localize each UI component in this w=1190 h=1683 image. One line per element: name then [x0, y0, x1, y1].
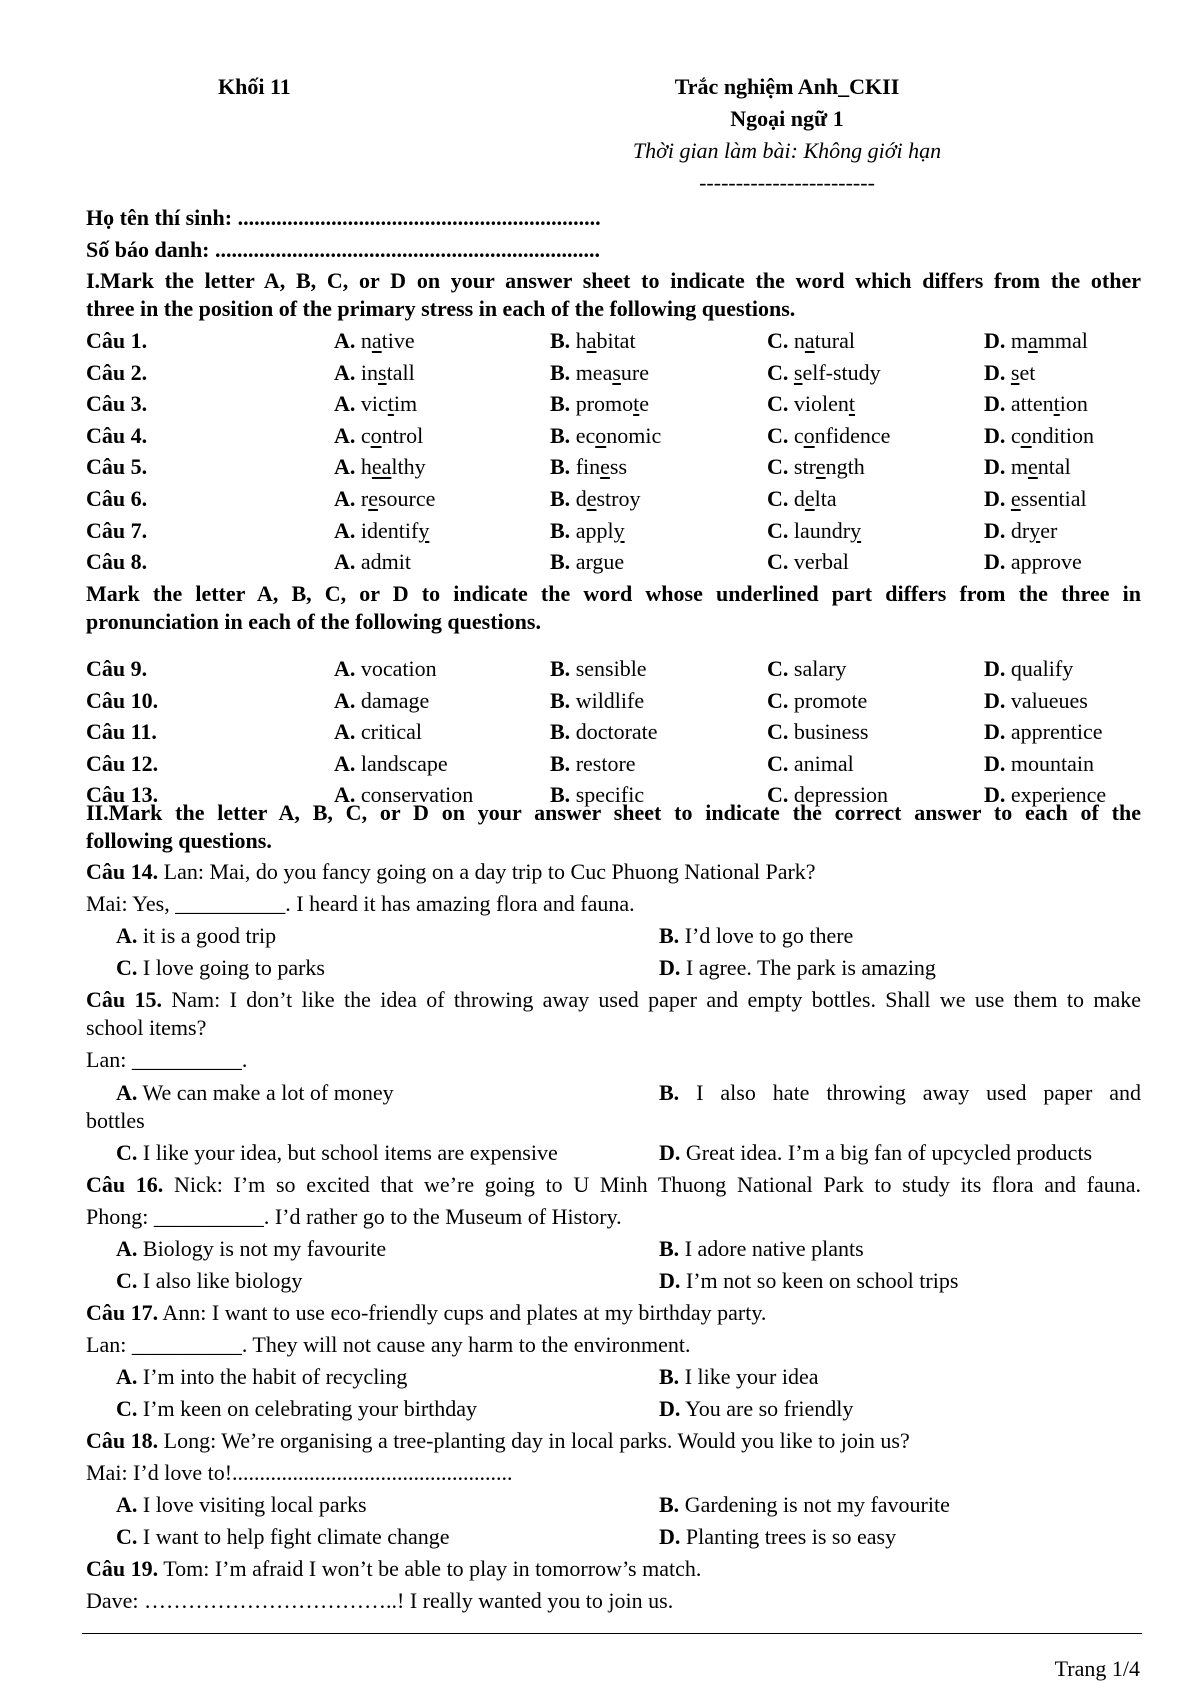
- option-a[interactable]: A. I’m into the habit of recycling: [116, 1364, 408, 1389]
- option-d[interactable]: D. I agree. The park is amazing: [659, 955, 936, 980]
- question-14: [86, 857, 1141, 887]
- option-word: critical: [360, 719, 422, 744]
- option-c[interactable]: C. I want to help fight climate change: [116, 1524, 450, 1549]
- option-d[interactable]: D. condition: [984, 423, 1094, 448]
- question-number: Câu 16.: [86, 1172, 164, 1197]
- option-word: apply: [575, 518, 625, 543]
- question-number: Câu 18.: [86, 1428, 159, 1453]
- underlined-part: s: [612, 360, 621, 385]
- question-number: Câu 10.: [86, 688, 159, 713]
- underlined-part: o: [1020, 423, 1032, 448]
- option-d[interactable]: D. qualify: [984, 656, 1074, 681]
- option-c[interactable]: C. verbal: [767, 549, 849, 574]
- question-number: Câu 9.: [86, 656, 148, 681]
- question-number: Câu 15.: [86, 987, 162, 1012]
- question-17-line2: Lan: __________. They will not cause any harm to the environment.: [86, 1332, 691, 1357]
- option-d[interactable]: D. apprentice: [984, 719, 1103, 744]
- option-word: natural: [793, 328, 855, 353]
- option-word: promote: [575, 391, 650, 416]
- option-a[interactable]: A. We can make a lot of money: [116, 1080, 394, 1105]
- option-c[interactable]: C. I also like biology: [116, 1268, 303, 1293]
- option-word: mental: [1010, 454, 1071, 479]
- option-d[interactable]: D. set: [984, 360, 1036, 385]
- question-18: [86, 1426, 1141, 1456]
- option-a[interactable]: A. healthy: [334, 454, 426, 479]
- question-16-line2: Phong: __________. I’d rather go to the Museum of History.: [86, 1204, 622, 1229]
- option-c[interactable]: C. business: [767, 719, 869, 744]
- option-d[interactable]: D. mental: [984, 454, 1071, 479]
- option-word: control: [360, 423, 424, 448]
- option-d[interactable]: D. approve: [984, 549, 1082, 574]
- option-d[interactable]: D. attention: [984, 391, 1088, 416]
- question-text: Nam: I don’t like the idea of throwing away used paper and empty bottles. Shall we use them to make: [161, 987, 1142, 1012]
- option-word: business: [793, 719, 869, 744]
- question-15: [86, 985, 1141, 1015]
- option-b[interactable]: B. apply: [550, 518, 625, 543]
- option-a[interactable]: A. install: [334, 360, 415, 385]
- option-d[interactable]: D. You are so friendly: [659, 1396, 854, 1421]
- underlined-part: t: [1053, 391, 1060, 416]
- question-number: Câu 3.: [86, 391, 148, 416]
- option-word: landscape: [360, 751, 448, 776]
- question-18-line2: Mai: I’d love to!...................................................: [86, 1460, 513, 1485]
- underlined-part: a: [804, 328, 815, 353]
- underlined-part: e: [1010, 486, 1021, 511]
- option-word: healthy: [360, 454, 426, 479]
- option-word: condition: [1010, 423, 1094, 448]
- option-b[interactable]: B. destroy: [550, 486, 641, 511]
- underlined-part: ea: [371, 454, 392, 479]
- option-b[interactable]: B. economic: [550, 423, 662, 448]
- option-word: dryer: [1010, 518, 1058, 543]
- option-d[interactable]: D. valueues: [984, 688, 1088, 713]
- option-word: valueues: [1010, 688, 1088, 713]
- section1b-instruction-line1: Mark the letter A, B, C, or D to indicate the word whose underlined part differs from the three in: [86, 581, 1141, 606]
- option-b[interactable]: B. doctorate: [550, 719, 658, 744]
- option-a[interactable]: A. control: [334, 423, 424, 448]
- option-word: admit: [360, 549, 411, 574]
- option-word: damage: [360, 688, 430, 713]
- section1b-instruction-line2: pronunciation in each of the following questions.: [86, 609, 541, 634]
- option-b[interactable]: B. measure: [550, 360, 649, 385]
- underlined-part: y: [850, 518, 862, 543]
- option-word: strength: [793, 454, 865, 479]
- question-19-line2: Dave: ……………………………..! I really wanted you to join us.: [86, 1588, 674, 1613]
- option-d[interactable]: D. mountain: [984, 751, 1094, 776]
- option-a[interactable]: A. admit: [334, 549, 411, 574]
- underlined-part: y: [613, 518, 625, 543]
- underlined-part: t: [848, 391, 856, 416]
- option-word: conservation: [360, 782, 474, 807]
- option-b[interactable]: B. argue: [550, 549, 625, 574]
- option-a[interactable]: A. resource: [334, 486, 436, 511]
- underlined-part: e: [586, 486, 597, 511]
- option-a[interactable]: A. conservation: [334, 782, 474, 807]
- underlined-part: e: [600, 454, 610, 479]
- option-word: economic: [575, 423, 662, 448]
- underlined-part: o: [370, 423, 382, 448]
- option-word: argue: [575, 549, 625, 574]
- option-word: native: [360, 328, 415, 353]
- section2-instruction-line2: following questions.: [86, 828, 272, 853]
- underlined-part: s: [378, 360, 387, 385]
- underlined-part: o: [595, 423, 607, 448]
- question-number: Câu 6.: [86, 486, 148, 511]
- question-15-option-b-continued: bottles: [86, 1108, 145, 1133]
- underlined-part: e: [1028, 454, 1038, 479]
- option-c[interactable]: C. self-study: [767, 360, 881, 385]
- option-word: finess: [575, 454, 628, 479]
- option-b[interactable]: B. restore: [550, 751, 636, 776]
- underlined-part: t: [387, 391, 394, 416]
- footer-divider: [82, 1633, 1142, 1634]
- section1-instruction-line1: I.Mark the letter A, B, C, or D on your answer sheet to indicate the word which differs from the other: [86, 268, 1141, 293]
- question-number: Câu 8.: [86, 549, 148, 574]
- question-number: Câu 1.: [86, 328, 148, 353]
- option-word: confidence: [793, 423, 891, 448]
- option-c[interactable]: C. natural: [767, 328, 855, 353]
- option-word: experience: [1010, 782, 1107, 807]
- underlined-part: a: [586, 328, 597, 353]
- option-b[interactable]: B. promote: [550, 391, 650, 416]
- underlined-part: e: [815, 454, 826, 479]
- question-number: Câu 17.: [86, 1300, 159, 1325]
- option-a[interactable]: A. it is a good trip: [116, 923, 277, 948]
- header-divider: ------------------------: [699, 170, 875, 195]
- option-b[interactable]: B. I’d love to go there: [659, 923, 854, 948]
- underlined-part: y: [1029, 518, 1041, 543]
- option-b[interactable]: B. wildlife: [550, 688, 645, 713]
- question-text: Long: We’re organising a tree-planting day in local parks. Would you like to join us?: [158, 1428, 910, 1453]
- question-number: Câu 2.: [86, 360, 148, 385]
- underlined-part: a: [1028, 328, 1038, 353]
- student-id-field: Số báo danh: ......................................................................: [86, 237, 601, 262]
- subject-label: Ngoại ngữ 1: [730, 106, 844, 131]
- question-15-line3: Lan: __________.: [86, 1047, 248, 1072]
- question-number: Câu 19.: [86, 1556, 159, 1581]
- option-word: habitat: [575, 328, 636, 353]
- option-a[interactable]: A. victim: [334, 391, 418, 416]
- option-a[interactable]: A. critical: [334, 719, 422, 744]
- underlined-part: t: [633, 391, 640, 416]
- question-16: [86, 1170, 1141, 1200]
- option-word: approve: [1010, 549, 1082, 574]
- option-a[interactable]: A. Biology is not my favourite: [116, 1236, 387, 1261]
- option-word: wildlife: [575, 688, 645, 713]
- underlined-part: a: [371, 328, 382, 353]
- option-c[interactable]: C. confidence: [767, 423, 891, 448]
- time-limit: Thời gian làm bài: Không giới hạn: [632, 138, 942, 163]
- option-word: animal: [793, 751, 854, 776]
- option-word: laundry: [793, 518, 862, 543]
- underlined-part: y: [418, 518, 430, 543]
- option-c[interactable]: C. violent: [767, 391, 856, 416]
- question-text: Tom: I’m afraid I won’t be able to play in tomorrow’s match.: [158, 1556, 702, 1581]
- option-word: depression: [793, 782, 888, 807]
- option-word: attention: [1010, 391, 1088, 416]
- question-number: Câu 11.: [86, 719, 157, 744]
- question-14-line2: Mai: Yes, __________. I heard it has amazing flora and fauna.: [86, 891, 635, 916]
- option-c[interactable]: C. I like your idea, but school items are expensive: [116, 1140, 558, 1165]
- option-b[interactable]: B. Gardening is not my favourite: [659, 1492, 950, 1517]
- option-word: apprentice: [1010, 719, 1103, 744]
- option-b[interactable]: B. I adore native plants: [659, 1236, 864, 1261]
- option-d[interactable]: D. essential: [984, 486, 1087, 511]
- option-word: mammal: [1010, 328, 1088, 353]
- option-word: vocation: [360, 656, 437, 681]
- option-c[interactable]: C. I love going to parks: [116, 955, 325, 980]
- option-c[interactable]: C. depression: [767, 782, 888, 807]
- option-d[interactable]: D. mammal: [984, 328, 1088, 353]
- option-word: measure: [575, 360, 649, 385]
- underlined-part: s: [793, 360, 803, 385]
- option-b[interactable]: B. finess: [550, 454, 628, 479]
- option-c[interactable]: C. promote: [767, 688, 868, 713]
- option-c[interactable]: C. I’m keen on celebrating your birthday: [116, 1396, 478, 1421]
- option-b[interactable]: B. habitat: [550, 328, 636, 353]
- question-text: Nick: I’m so excited that we’re going to U Minh Thuong National Park to study its flora and fauna.: [163, 1172, 1141, 1197]
- option-b[interactable]: B. sensible: [550, 656, 647, 681]
- option-word: sensible: [575, 656, 647, 681]
- option-c[interactable]: C. salary: [767, 656, 847, 681]
- grade-label: Khối 11: [218, 74, 291, 99]
- option-word: set: [1010, 360, 1036, 385]
- option-c[interactable]: C. strength: [767, 454, 865, 479]
- option-c[interactable]: C. delta: [767, 486, 837, 511]
- underlined-part: o: [803, 423, 815, 448]
- option-a[interactable]: A. I love visiting local parks: [116, 1492, 367, 1517]
- option-word: self-study: [793, 360, 881, 385]
- option-c[interactable]: C. laundry: [767, 518, 862, 543]
- question-text: Ann: I want to use eco-friendly cups and plates at my birthday party.: [158, 1300, 767, 1325]
- option-word: install: [360, 360, 415, 385]
- option-word: specific: [575, 782, 645, 807]
- option-a[interactable]: A. identify: [334, 518, 430, 543]
- option-a[interactable]: A. native: [334, 328, 415, 353]
- section2-instruction-line1: II.Mark the letter A, B, C, or D on your answer sheet to indicate the correct answer to each of the: [86, 800, 1141, 825]
- student-name-field: Họ tên thí sinh: ..................................................................: [86, 205, 601, 230]
- option-d[interactable]: D. I’m not so keen on school trips: [659, 1268, 959, 1293]
- option-word: verbal: [793, 549, 849, 574]
- question-number: Câu 5.: [86, 454, 148, 479]
- option-b[interactable]: B. I like your idea: [659, 1364, 819, 1389]
- page-number: Trang 1/4: [1054, 1656, 1140, 1681]
- option-word: promote: [793, 688, 868, 713]
- option-d[interactable]: D. Planting trees is so easy: [659, 1524, 897, 1549]
- option-word: victim: [360, 391, 418, 416]
- question-text: Lan: Mai, do you fancy going on a day trip to Cuc Phuong National Park?: [158, 859, 816, 884]
- question-number: Câu 13.: [86, 782, 159, 807]
- option-word: mountain: [1010, 751, 1094, 776]
- option-b[interactable]: B. I also hate throwing away used paper and: [659, 1080, 1141, 1105]
- option-b[interactable]: B. specific: [550, 782, 645, 807]
- section1-instruction-line2: three in the position of the primary stress in each of the following questions.: [86, 296, 796, 321]
- option-a[interactable]: A. vocation: [334, 656, 437, 681]
- question-number: Câu 14.: [86, 859, 159, 884]
- underlined-part: s: [1010, 360, 1020, 385]
- option-word: restore: [575, 751, 636, 776]
- question-15-line2: school items?: [86, 1015, 207, 1040]
- exam-title: Trắc nghiệm Anh_CKII: [674, 74, 900, 99]
- option-word: resource: [360, 486, 436, 511]
- option-d[interactable]: D. dryer: [984, 518, 1058, 543]
- question-19: [86, 1554, 1141, 1584]
- question-number: Câu 4.: [86, 423, 148, 448]
- option-word: qualify: [1010, 656, 1074, 681]
- underlined-part: e: [368, 486, 378, 511]
- option-word: delta: [793, 486, 837, 511]
- underlined-part: e: [804, 486, 815, 511]
- option-word: destroy: [575, 486, 641, 511]
- question-17: [86, 1298, 1141, 1328]
- option-a[interactable]: A. landscape: [334, 751, 448, 776]
- question-number: Câu 12.: [86, 751, 159, 776]
- option-word: essential: [1010, 486, 1087, 511]
- option-d[interactable]: D. Great idea. I’m a big fan of upcycled products: [659, 1140, 1093, 1165]
- option-a[interactable]: A. damage: [334, 688, 430, 713]
- question-number: Câu 7.: [86, 518, 148, 543]
- option-word: doctorate: [575, 719, 658, 744]
- option-c[interactable]: C. animal: [767, 751, 854, 776]
- option-word: salary: [793, 656, 847, 681]
- option-word: violent: [793, 391, 856, 416]
- option-word: identify: [360, 518, 430, 543]
- option-d[interactable]: D. experience: [984, 782, 1107, 807]
